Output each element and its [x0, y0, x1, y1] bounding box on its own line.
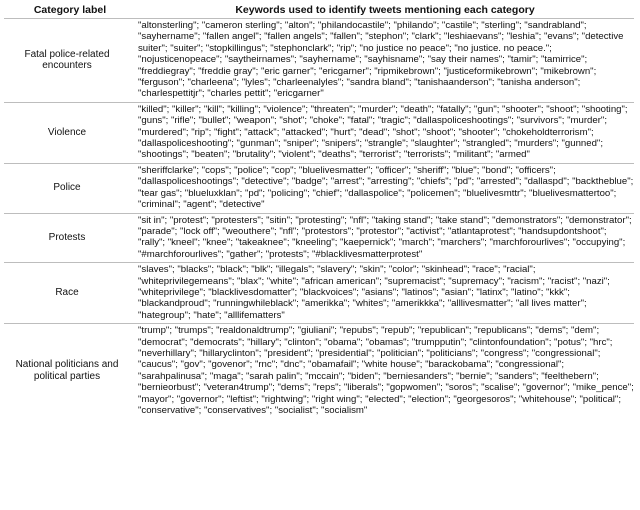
keyword-list: "altonsterling"; "cameron sterling"; "alton"; "philandocastile"; "philando"; "castile"; "sterling"; "sandrabland"; "sayhername"; "fallen angel"; "fallen angels"; "fallen"; "stephon"; "clark"; "leshiaevans"; "leshia"; "evans"; "detective suiter"; "suiter"; "stopkillingus"; "stephonclark"; "rip"; "no justice no peace"; "no justice. no peace."; "nojusticenopeace"; "saytheirnames"; "sayhername"; "sayhisname"; "say their names"; "tamir"; "tamirrice"; "freddiegray"; "freddie gray"; "eric garner"; "ericgarner"; "ripmikebrown"; "justiceformikebrown"; "mikebrown"; "ferguson"; "charleena"; "lyles"; "charleenalyles"; "sandra bland"; "tanishaanderson"; "tanisha anderson"; "charlespettitjr"; "charles pettit"; "ericgarner": [136, 19, 634, 103]
keyword-table: [4, 4, 634, 418]
keyword-list: "slaves"; "blacks"; "black"; "blk"; "illegals"; "slavery"; "skin"; "color"; "skinhead"; "race"; "racial"; "whiteprivilegemeans"; "blax"; "white"; "african american"; "supremacist"; "supremacy"; "racism"; "racist"; "nazi"; "whiteprivilege"; "blacklivesdomatter"; "blackvoices"; "asians"; "latinos"; "asian"; "latinx"; "latino"; "kkk"; "blackandproud"; "runningwhileblack"; "amerikka"; "whites"; "amerikkka"; "alllivesmatter"; "all lives matter"; "hategroup"; "hate"; "alllifematters": [136, 263, 634, 324]
category-label: Violence: [4, 102, 136, 163]
keyword-list: "sit in"; "protest"; "protesters"; "sitin"; "protesting"; "nfl"; "taking stand"; "take stand"; "demonstrators"; "demonstrator"; "parade"; "lock off"; "weouthere"; "nfl"; "protestors"; "protestor"; "activist"; "atlantaprotest"; "handsupdontshoot"; "rally"; "kneel"; "knee"; "takeaknee"; "kneeling"; "kaepernick"; "march"; "marchers"; "marchforourlives"; "occupying"; "#marchforourlives"; "gather"; "protests"; "#blacklivesmatterprotest": [136, 213, 634, 263]
table-row: [4, 213, 634, 263]
category-label: Police: [4, 163, 136, 213]
header-category-label: Category label: [4, 4, 136, 19]
header-keywords: Keywords used to identify tweets mentioning each category: [136, 4, 634, 19]
table-row: [4, 19, 634, 103]
category-label: Protests: [4, 213, 136, 263]
table-row: [4, 102, 634, 163]
category-label: Race: [4, 263, 136, 324]
table-header-row: [4, 4, 634, 19]
table-row: [4, 163, 634, 213]
category-label: National politicians and political parties: [15, 359, 119, 382]
category-label: Fatal police-related encounters: [4, 19, 136, 103]
table-row: [4, 324, 634, 419]
table-row: [4, 263, 634, 324]
keyword-list: "killed"; "killer"; "kill"; "killing"; "violence"; "threaten"; "murder"; "death"; "fatally"; "gun"; "shooter"; "shoot"; "shooting"; "guns"; "rifle"; "bullet"; "weapon"; "shot"; "choke"; "fatal"; "tragic"; "dallaspoliceshootings"; "survivors"; "murder"; "murdered"; "rip"; "fight"; "attack"; "attacked"; "hurt"; "dead"; "shot"; "shoot"; "shooter"; "chokeholdterrorism"; "dallaspoliceshooting"; "gunman"; "sniper"; "snipers"; "strangle"; "slaughter"; "strangled"; "murders"; "gunned"; "shootings"; "beaten"; "brutality"; "violent"; "deaths"; "terrorist"; "terrorists"; "militant"; "armed": [136, 102, 634, 163]
keyword-list: "trump"; "trumps"; "realdonaldtrump"; "giuliani"; "repubs"; "repub"; "republican"; "republicans"; "dems"; "dem"; "democrat"; "democrats"; "hillary"; "clinton"; "obama"; "obamas"; "trumpputin"; "clintonfoundation"; "potus"; "hrc"; "neverhillary"; "hillaryclinton"; "president"; "presidential"; "politician"; "politicians"; "congress"; "congressional"; "caucus"; "gov"; "govenor"; "rnc"; "dnc"; "obamafail"; "white house"; "barackobama"; "congressional"; "sarahpalinusa"; "maga"; "sarah palin"; "mccain"; "biden"; "berniesanders"; "bernie"; "sanders"; "feelthebern"; "bernieorbust"; "veteran4trump"; "dems"; "reps"; "liberals"; "gopwomen"; "soros"; "scalise"; "governor"; "mike_pence"; "mayor"; "governor"; "leftist"; "rightwing"; "right wing"; "elected"; "election"; "georgesoros"; "whitehouse"; "political"; "conservative"; "conservatives"; "socialist"; "socialism": [138, 325, 634, 416]
keyword-list: "sheriffclarke"; "cops"; "police"; "cop"; "bluelivesmatter"; "officer"; "sheriff"; "blue"; "bond"; "officers"; "dallaspoliceshootings"; "detective"; "badge"; "arrest"; "arresting"; "chiefs"; "pd"; "arrested"; "dallaspd"; "backtheblue"; "tear gas"; "blueluxklan"; "pd"; "policing"; "chief"; "dallaspolice"; "policemen"; "bluelivesmttr"; "bluelivesmattertoo"; "criminal"; "agent"; "detective": [136, 163, 634, 213]
